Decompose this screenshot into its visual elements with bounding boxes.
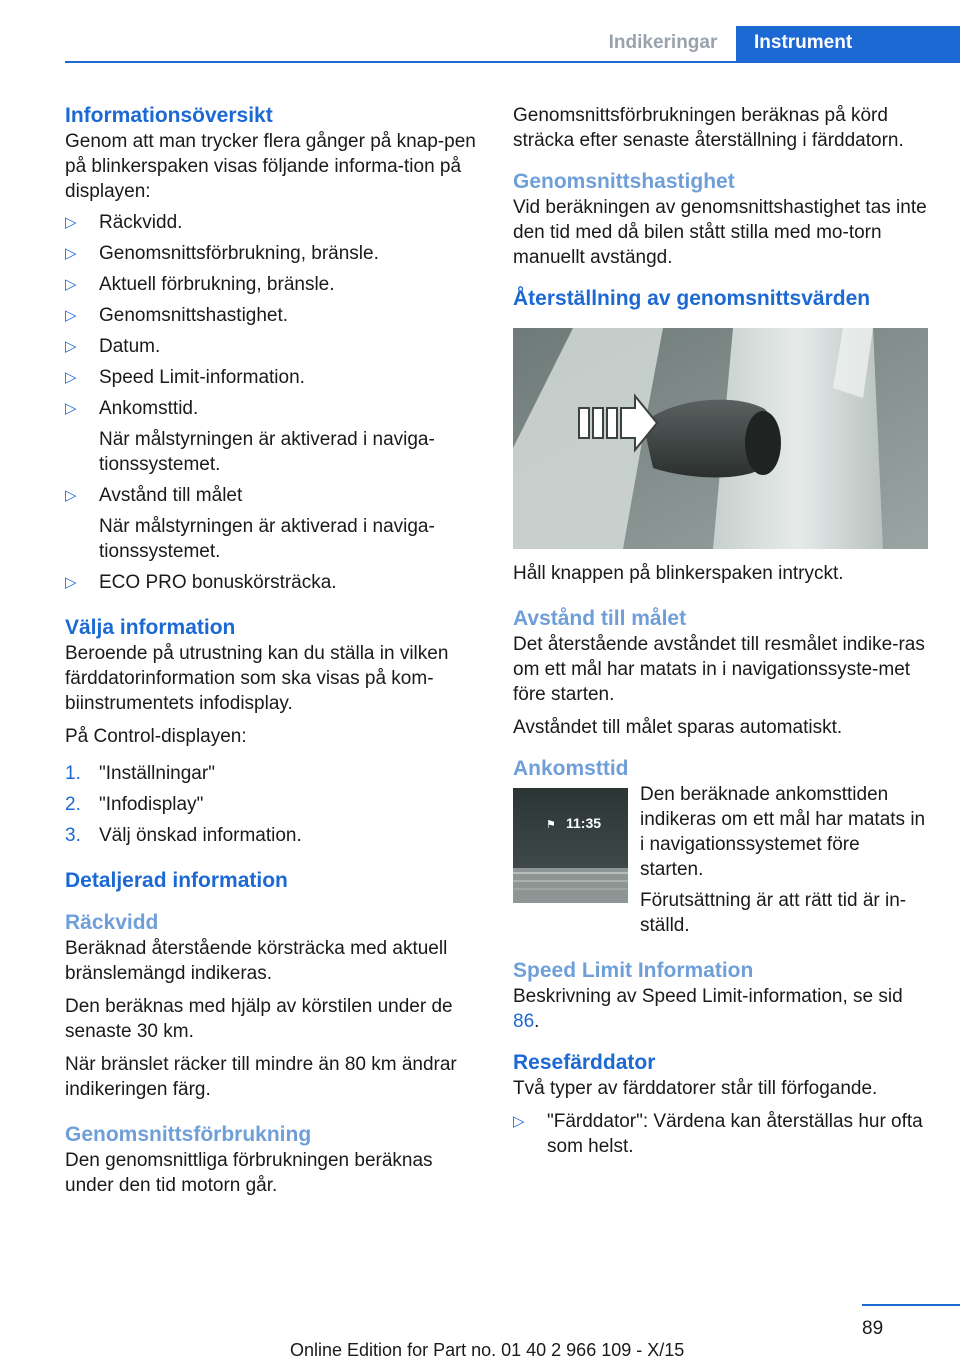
- step-label: "Inställningar": [99, 763, 215, 784]
- triangle-bullet-icon: ▷: [65, 307, 77, 324]
- distance-text-1: Det återstående avståndet till resmålet indike-ras om ett mål har matats in i navigationssyste-met före starten.: [513, 634, 925, 705]
- steps-list: [65, 761, 480, 848]
- footer-rule: [862, 1304, 960, 1306]
- triangle-bullet-icon: ▷: [513, 1113, 525, 1130]
- arrival-time-display-image: [513, 788, 628, 903]
- step-number: 1.: [65, 763, 81, 784]
- page-number: 89: [862, 1318, 884, 1339]
- triangle-bullet-icon: ▷: [65, 214, 77, 231]
- list-item-label: Datum.: [99, 336, 161, 357]
- list-item-label: Ankomsttid.: [99, 398, 199, 419]
- triangle-bullet-icon: ▷: [65, 400, 77, 417]
- select-info-text: Beroende på utrustning kan du ställa in vilken färddatorinformation som ska visas på kom-biinstrumentets infodisplay.: [65, 643, 449, 714]
- range-text-2: Den beräknas med hjälp av körstilen under de senaste 30 km.: [65, 996, 453, 1042]
- list-item: [65, 483, 480, 564]
- list-item: [65, 272, 480, 297]
- step-label: Välj önskad information.: [99, 825, 302, 846]
- info-overview-heading: Informationsöversikt: [65, 104, 273, 127]
- step-item: [65, 761, 480, 786]
- list-item-note: När målstyrningen är aktiverad i naviga-tionssystemet.: [99, 516, 435, 562]
- distance-heading: Avstånd till målet: [513, 607, 687, 630]
- avg-consumption-text: Den genomsnittliga förbrukningen beräknas under den tid motorn går.: [65, 1150, 433, 1196]
- arrival-text-1: Den beräknade ankomsttiden indikeras om ett mål har matats in i navigationssystemet före starten.: [640, 784, 926, 880]
- distance-text-2: Avståndet till målet sparas automatiskt.: [513, 717, 843, 738]
- arrival-block: [513, 782, 928, 938]
- list-item: [65, 241, 480, 266]
- avg-speed-text: Vid beräkningen av genomsnittshastighet tas inte den tid med då bilen stått stilla med mo-torn manuellt avstängd.: [513, 197, 927, 268]
- trip-list: [513, 1109, 928, 1159]
- left-column: [65, 103, 480, 1198]
- step-item: [65, 823, 480, 848]
- arrival-text-block: [640, 782, 928, 938]
- step-number: 2.: [65, 794, 81, 815]
- triangle-bullet-icon: ▷: [65, 487, 77, 504]
- step-label: "Infodisplay": [99, 794, 204, 815]
- range-text-1: Beräknad återstående körsträcka med aktuell bränslemängd indikeras.: [65, 938, 448, 984]
- range-text-3: När bränslet räcker till mindre än 80 km ändrar indikeringen färg.: [65, 1054, 457, 1100]
- tab-instrument[interactable]: Instrument: [736, 26, 960, 62]
- avg-consumption-text-2: Genomsnittsförbrukningen beräknas på körd sträcka efter senaste återställning i färddatorn.: [513, 105, 904, 151]
- list-item-label: "Färddator": Värdena kan återställas hur ofta som helst.: [547, 1111, 923, 1157]
- triangle-bullet-icon: ▷: [65, 574, 77, 591]
- trip-computer-text: Två typer av färddatorer står till förfogande.: [513, 1078, 878, 1099]
- reset-caption: Håll knappen på blinkerspaken intryckt.: [513, 563, 844, 584]
- list-item: [65, 396, 480, 477]
- triangle-bullet-icon: ▷: [65, 338, 77, 355]
- list-item-label: Räckvidd.: [99, 212, 183, 233]
- list-item: [65, 210, 480, 235]
- arrival-text-2: Förutsättning är att rätt tid är in-ställd.: [640, 890, 907, 936]
- list-item: [65, 303, 480, 328]
- step-number: 3.: [65, 825, 81, 846]
- avg-consumption-heading: Genomsnittsförbrukning: [65, 1123, 312, 1146]
- avg-speed-heading: Genomsnittshastighet: [513, 170, 735, 193]
- info-overview-text: Genom att man trycker flera gånger på knap-pen på blinkerspaken visas följande informa-tion på displayen:: [65, 131, 476, 202]
- list-item-label: Genomsnittsförbrukning, bränsle.: [99, 243, 379, 264]
- step-item: [65, 792, 480, 817]
- arrival-time-readout: 11:35: [566, 815, 602, 831]
- arrival-heading: Ankomsttid: [513, 757, 629, 780]
- edition-note: Online Edition for Part no. 01 40 2 966 109 - X/15: [290, 1340, 685, 1360]
- list-item-note: När målstyrningen är aktiverad i naviga-tionssystemet.: [99, 429, 435, 475]
- range-heading: Räckvidd: [65, 911, 159, 934]
- turn-signal-lever-illustration: [513, 328, 928, 549]
- info-list: [65, 210, 480, 595]
- list-item-label: Aktuell förbrukning, bränsle.: [99, 274, 335, 295]
- detail-info-heading: Detaljerad information: [65, 869, 288, 892]
- page-86-link[interactable]: 86: [513, 1011, 535, 1032]
- trip-computer-heading: Resefärddator: [513, 1051, 656, 1074]
- list-item-label: Avstånd till målet: [99, 485, 243, 506]
- list-item: [65, 365, 480, 390]
- list-item: [65, 570, 480, 595]
- right-column: [513, 103, 928, 1159]
- page-header: [0, 0, 960, 62]
- triangle-bullet-icon: ▷: [65, 369, 77, 386]
- speed-limit-text: Beskrivning av Speed Limit-information, se sid 86.: [513, 986, 903, 1032]
- list-item: [65, 334, 480, 359]
- speed-limit-text-body: Beskrivning av Speed Limit-information, se sid: [513, 986, 903, 1007]
- list-item-label: Speed Limit-information.: [99, 367, 305, 388]
- list-item: [513, 1109, 928, 1159]
- list-item-label: Genomsnittshastighet.: [99, 305, 289, 326]
- reset-heading: Återställning av genomsnittsvärden: [513, 287, 871, 310]
- speed-limit-heading: Speed Limit Information: [513, 959, 754, 982]
- select-info-heading: Välja information: [65, 616, 236, 639]
- control-display-text: På Control-displayen:: [65, 726, 247, 747]
- list-item-label: ECO PRO bonuskörsträcka.: [99, 572, 337, 593]
- svg-text:⚑: ⚑: [546, 819, 556, 831]
- tab-indikeringar[interactable]: Indikeringar: [608, 32, 718, 53]
- triangle-bullet-icon: ▷: [65, 276, 77, 293]
- triangle-bullet-icon: ▷: [65, 245, 77, 262]
- header-rule: [65, 61, 960, 63]
